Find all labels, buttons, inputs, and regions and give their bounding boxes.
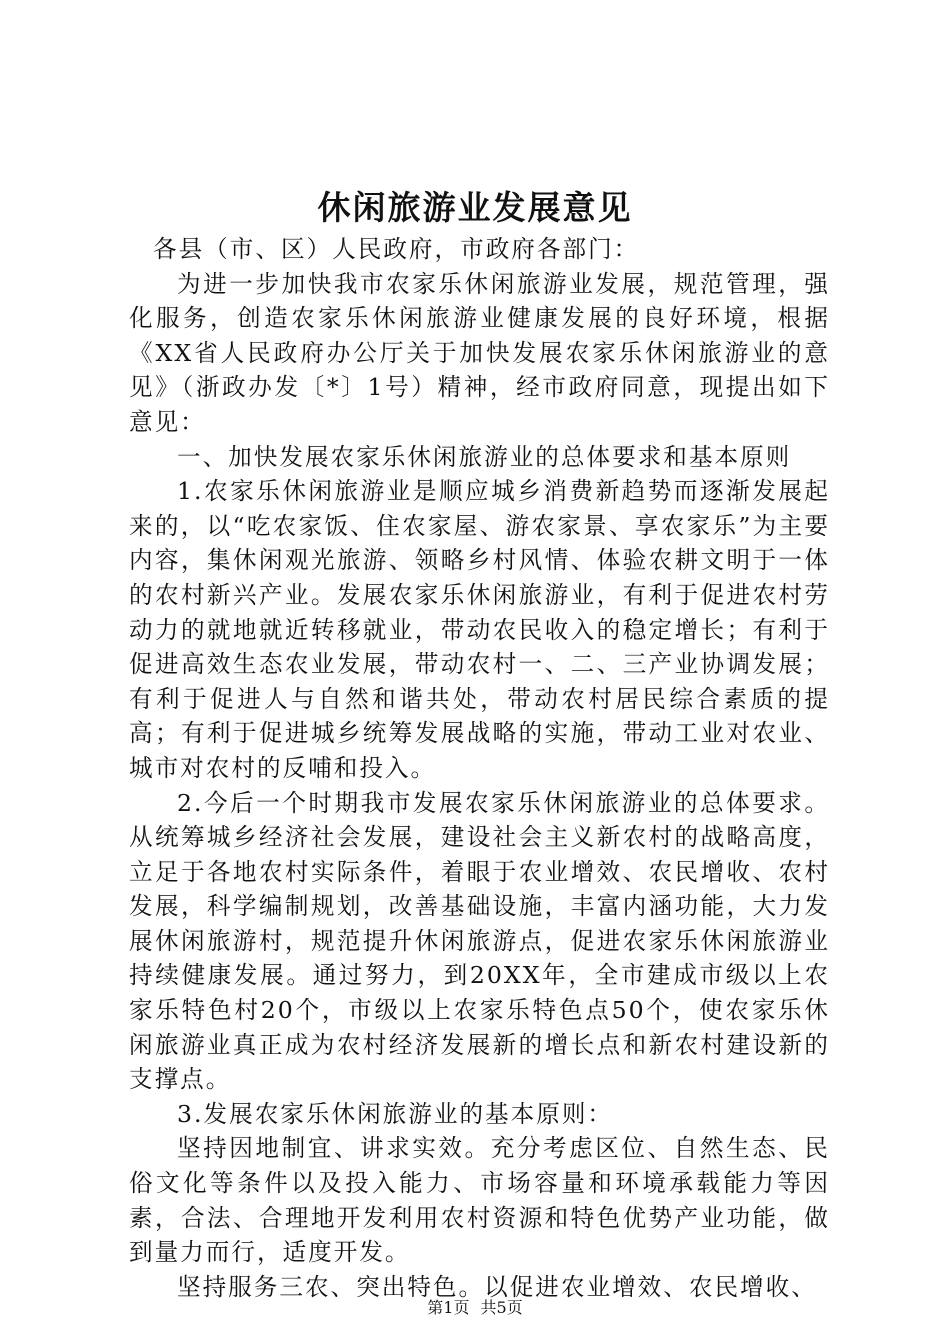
body-paragraph: 1.农家乐休闲旅游业是顺应城乡消费新趋势而逐渐发展起来的，以“吃农家饭、住农家屋、游农家景、享农家乐”为主要内容，集休闲观光旅游、领略乡村风情、体验农耕文明于一体的农村新兴产业。发展农家乐休闲旅游业，有利于促进农村劳动力的就地就近转移就业，带动农民收入的稳定增长；有利于促进高效生态农业发展，带动农村一、二、三产业协调发展；有利于促进人与自然和谐共处，带动农村居民综合素质的提高；有利于促进城乡统筹发展战略的实施，带动工业对农业、城市对农村的反哺和投入。 (129, 477, 830, 782)
body-paragraph: 坚持因地制宜、讲求实效。充分考虑区位、自然生态、民俗文化等条件以及投入能力、市场容量和环境承载能力等因素，合法、合理地开发利用农村资源和特色优势产业功能，做到量力而行，适度开发。 (129, 1134, 830, 1267)
document-title: 休闲旅游业发展意见 (317, 188, 633, 227)
body-paragraph: 2.今后一个时期我市发展农家乐休闲旅游业的总体要求。从统筹城乡经济社会发展，建设社会主义新农村的战略高度，立足于各地农村实际条件，着眼于农业增效、农民增收、农村发展，科学编制规划，改善基础设施，丰富内涵功能，大力发展休闲旅游村，规范提升休闲旅游点，促进农家乐休闲旅游业持续健康发展。通过努力，到20XX年，全市建成市级以上农家乐特色村20个，市级以上农家乐特色点50个，使农家乐休闲旅游业真正成为农村经济发展新的增长点和新农村建设新的支撑点。 (129, 788, 830, 1094)
body-paragraph: 坚持服务三农、突出特色。以促进农业增效、农民增收、 (177, 1272, 817, 1301)
page-footer (0, 1297, 950, 1319)
body-paragraph: 3.发展农家乐休闲旅游业的基本原则： (177, 1099, 614, 1128)
page-number: 第1页 (427, 1298, 470, 1317)
salutation-paragraph: 各县（市、区）人民政府，市政府各部门： (153, 235, 640, 263)
section-heading-1: 一、加快发展农家乐休闲旅游业的总体要求和基本原则 (177, 442, 792, 471)
intro-paragraph: 为进一步加快我市农家乐休闲旅游业发展，规范管理，强化服务，创造农家乐休闲旅游业健康发展的良好环境，根据《XX省人民政府办公厅关于加快发展农家乐休闲旅游业的意见》（浙政办发〔*〕1号）精神，经市政府同意，现提出如下意见： (129, 269, 830, 436)
page-total: 共5页 (480, 1298, 523, 1317)
document-body (129, 232, 830, 1304)
